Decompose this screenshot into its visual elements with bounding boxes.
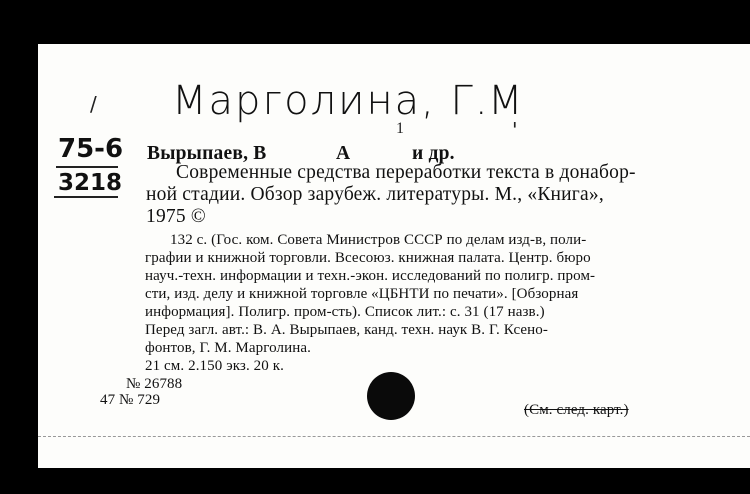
handwritten-initial: М [488, 78, 525, 124]
title-line-3: 1975 © [146, 206, 206, 227]
body-line-8: 21 см. 2.150 экз. 20 к. [145, 358, 284, 374]
author-surname: Вырыпаев, В [147, 143, 267, 164]
body-line-7: фонтов, Г. М. Марголина. [145, 340, 311, 356]
mark-one: 1 [396, 120, 404, 137]
punch-hole [367, 372, 415, 420]
body-line-4: сти, изд. делу и книжной торговле «ЦБНТИ по печати». [Обзорная [145, 286, 579, 302]
body-line-3: науч.-техн. информации и техн.-экон. исследований по полигр. пром- [145, 268, 596, 284]
title-line-2: ной стадии. Обзор зарубеж. литературы. М., «Книга», [146, 184, 604, 205]
shelfmark-top: 75-6 [58, 134, 124, 164]
body-line-6: Перед загл. авт.: В. А. Вырыпаев, канд. техн. наук В. Г. Ксено- [145, 322, 548, 338]
body-line-1: 132 с. (Гос. ком. Совета Министров СССР по делам изд-в, поли- [170, 232, 587, 248]
card-dotted-edge [38, 436, 750, 438]
body-line-5: информация]. Полигр. пром-сть). Список лит.: с. 31 (17 назв.) [145, 304, 545, 320]
handwritten-name: Марголина, Г. [172, 78, 490, 124]
shelfmark-underline-bottom [54, 196, 118, 198]
registration-number: № 26788 [126, 376, 183, 392]
title-line-1: Современные средства переработки текста в донабор- [176, 162, 636, 183]
inventory-number: 47 № 729 [100, 392, 161, 408]
continued-note: (См. след. карт.) [524, 402, 629, 418]
handwritten-mark-left: / [90, 92, 97, 116]
body-line-2: графии и книжной торговли. Всесоюз. книжная палата. Центр. бюро [145, 250, 591, 266]
shelfmark-bottom: 3218 [58, 170, 123, 196]
shelfmark-underline-top [56, 166, 118, 168]
author-initial: А [336, 143, 351, 164]
author-et-al: и др. [412, 143, 455, 164]
handwritten-mark-right: ' [512, 118, 518, 142]
